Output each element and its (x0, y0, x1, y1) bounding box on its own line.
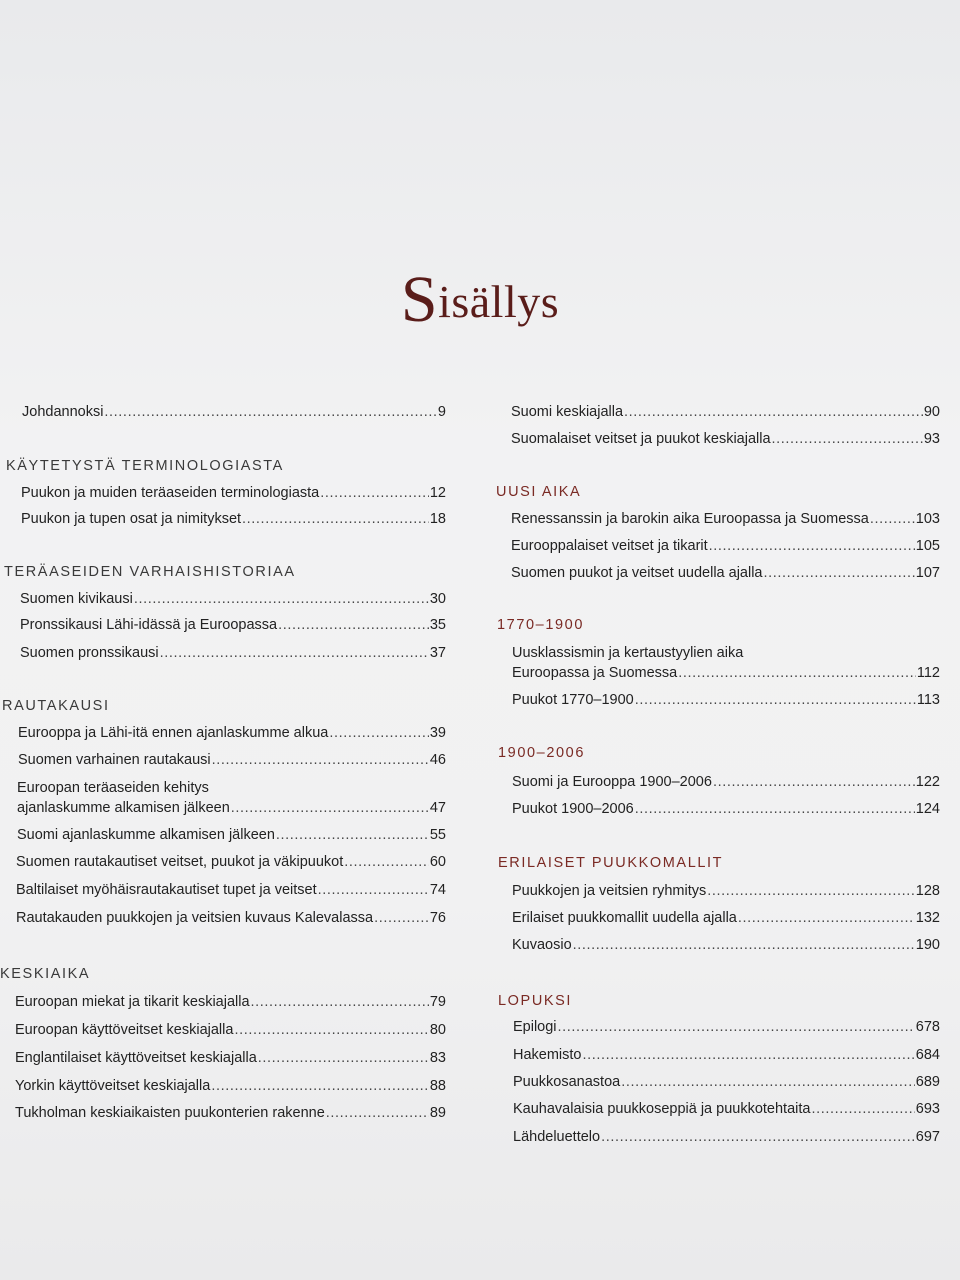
dot-leader (344, 852, 429, 872)
toc-entry-label: Euroopan käyttöveitset keskiajalla (15, 1022, 234, 1038)
toc-entry-johdannoksi[interactable] (22, 402, 446, 422)
toc-entry-page: 35 (429, 617, 446, 633)
section-heading-varhaishistoria: TERÄASEIDEN VARHAISHISTORIAA (4, 564, 296, 580)
toc-entry-page: 30 (429, 591, 446, 607)
toc-entry-label: Puukot 1770–1900 (512, 692, 634, 708)
dot-leader (764, 563, 915, 583)
dot-leader (134, 589, 429, 609)
toc-entry[interactable] (513, 1127, 940, 1147)
toc-entry-label-line1: Euroopan teräaseiden kehitys (17, 780, 209, 796)
dot-leader (234, 1020, 428, 1040)
page-title (0, 262, 960, 338)
toc-entry-page: 132 (915, 910, 940, 926)
toc-entry-page: 113 (916, 692, 940, 708)
toc-entry-page: 74 (429, 882, 446, 898)
toc-entry-label: Rautakauden puukkojen ja veitsien kuvaus Kalevalassa (16, 910, 374, 926)
dot-leader (211, 1076, 429, 1096)
dot-leader (601, 1127, 915, 1147)
dot-leader (583, 1045, 915, 1065)
dot-leader (558, 1017, 915, 1037)
dot-leader (212, 750, 429, 770)
dot-leader (713, 772, 915, 792)
dot-leader (374, 908, 429, 928)
toc-entry-page: 9 (437, 404, 446, 420)
dot-leader (621, 1072, 915, 1092)
toc-entry[interactable] (513, 1072, 940, 1092)
section-heading-uusi-aika: UUSI AIKA (496, 484, 582, 500)
toc-entry-page: 105 (915, 538, 940, 554)
toc-entry-label: Pronssikausi Lähi-idässä ja Euroopassa (20, 617, 278, 633)
toc-entry-page: 684 (915, 1047, 940, 1063)
toc-entry[interactable] (511, 429, 940, 449)
toc-entry[interactable] (511, 536, 940, 556)
toc-entry-label: Puukon ja tupen osat ja nimitykset (21, 511, 242, 527)
toc-entry-label: Epilogi (513, 1019, 557, 1035)
toc-entry[interactable] (513, 1017, 940, 1037)
toc-entry[interactable] (511, 563, 940, 583)
toc-entry-page: 46 (429, 752, 446, 768)
dot-leader (320, 483, 429, 503)
toc-entry-label: Suomi ja Eurooppa 1900–2006 (512, 774, 712, 790)
toc-entry-label: Suomen puukot ja veitset uudella ajalla (511, 565, 763, 581)
toc-entry[interactable] (511, 402, 940, 422)
section-heading-keskiaika: KESKIAIKA (0, 966, 91, 982)
dot-leader (160, 643, 429, 663)
toc-entry-label: Suomi ajanlaskumme alkamisen jälkeen (17, 827, 275, 843)
toc-entry-label: Puukon ja muiden teräaseiden terminologiasta (21, 485, 320, 501)
toc-entry[interactable] (20, 615, 446, 635)
toc-entry-label: Suomen rautakautiset veitset, puukot ja väkipuukot (16, 854, 344, 870)
toc-entry[interactable] (15, 1048, 446, 1068)
toc-entry-label: Hakemisto (513, 1047, 582, 1063)
dot-leader (811, 1099, 914, 1119)
toc-entry-page: 93 (923, 431, 940, 447)
toc-entry-page: 124 (915, 801, 940, 817)
section-heading-lopuksi: LOPUKSI (498, 993, 573, 1009)
toc-entry-page: 697 (915, 1129, 940, 1145)
toc-entry-page: 88 (429, 1078, 446, 1094)
toc-entry-label: ajanlaskumme alkamisen jälkeen (17, 800, 230, 816)
dot-leader (573, 935, 915, 955)
toc-entry-page: 112 (916, 665, 940, 681)
toc-entry[interactable] (16, 852, 446, 872)
toc-entry-label: Puukkojen ja veitsien ryhmitys (512, 883, 707, 899)
toc-entry[interactable] (511, 509, 940, 529)
toc-entry-label: Yorkin käyttöveitset keskiajalla (15, 1078, 211, 1094)
toc-entry[interactable] (21, 509, 446, 529)
toc-entry[interactable] (15, 992, 446, 1012)
toc-entry[interactable] (16, 880, 446, 900)
toc-entry-page: 60 (429, 854, 446, 870)
toc-entry[interactable] (20, 589, 446, 609)
dot-leader (104, 402, 437, 422)
toc-entry-label: Suomen kivikausi (20, 591, 133, 607)
toc-entry-label: Eurooppalaiset veitset ja tikarit (511, 538, 708, 554)
dot-leader (276, 825, 429, 845)
toc-entry-label: Euroopassa ja Suomessa (512, 665, 678, 681)
toc-entry-page: 79 (429, 994, 446, 1010)
toc-entry-page: 39 (429, 725, 446, 741)
toc-entry[interactable] (18, 750, 446, 770)
toc-entry-label: Suomen pronssikausi (20, 645, 159, 661)
dot-leader (329, 723, 429, 743)
toc-entry[interactable] (512, 690, 940, 710)
toc-entry-label: Johdannoksi (22, 404, 104, 420)
dot-leader (258, 1048, 429, 1068)
toc-entry-label: Tukholman keskiaikaisten puukonterien rakenne (15, 1105, 325, 1121)
toc-entry-label: Euroopan miekat ja tikarit keskiajalla (15, 994, 250, 1010)
toc-entry-label: Baltilaiset myöhäisrautakautiset tupet ja veitset (16, 882, 317, 898)
toc-entry-label: Suomi keskiajalla (511, 404, 624, 420)
toc-entry-page: 18 (429, 511, 446, 527)
toc-entry-page: 83 (429, 1050, 446, 1066)
toc-entry-page: 55 (429, 827, 446, 843)
toc-entry-page: 89 (429, 1105, 446, 1121)
toc-entry[interactable] (21, 483, 446, 503)
toc-entry[interactable] (512, 881, 940, 901)
toc-entry[interactable] (512, 799, 940, 819)
section-heading-erilaiset-puukkomallit: ERILAISET PUUKKOMALLIT (498, 855, 724, 871)
toc-entry[interactable] (16, 908, 446, 928)
dot-leader (318, 880, 429, 900)
dot-leader (635, 799, 915, 819)
dot-leader (738, 908, 915, 928)
dot-leader (870, 509, 915, 529)
toc-entry-page: 80 (429, 1022, 446, 1038)
dot-leader (251, 992, 429, 1012)
toc-entry-label: Eurooppa ja Lähi-itä ennen ajanlaskumme alkua (18, 725, 329, 741)
toc-entry[interactable] (17, 825, 446, 845)
toc-entry[interactable] (15, 1020, 446, 1040)
toc-entry[interactable] (18, 723, 446, 743)
toc-entry-page: 103 (915, 511, 940, 527)
toc-entry-page: 678 (915, 1019, 940, 1035)
toc-entry-label: Puukkosanastoa (513, 1074, 621, 1090)
toc-entry-page: 47 (429, 800, 446, 816)
section-heading-terminologia: KÄYTETYSTÄ TERMINOLOGIASTA (6, 458, 284, 474)
toc-entry-page: 689 (915, 1074, 940, 1090)
toc-entry-label: Erilaiset puukkomallit uudella ajalla (512, 910, 737, 926)
toc-entry[interactable] (512, 772, 940, 792)
toc-entry-page: 693 (915, 1101, 940, 1117)
toc-entry[interactable] (512, 908, 940, 928)
toc-entry-page: 90 (923, 404, 940, 420)
dot-leader (709, 536, 915, 556)
toc-entry-page: 122 (915, 774, 940, 790)
dot-leader (635, 690, 916, 710)
toc-entry-page: 107 (915, 565, 940, 581)
toc-entry-label: Kuvaosio (512, 937, 572, 953)
toc-entry-label: Puukot 1900–2006 (512, 801, 634, 817)
toc-entry-label: Lähdeluettelo (513, 1129, 601, 1145)
dot-leader (278, 615, 429, 635)
section-heading-1770-1900: 1770–1900 (497, 617, 584, 633)
dot-leader (707, 881, 915, 901)
dot-leader (326, 1103, 429, 1123)
toc-entry-page: 128 (915, 883, 940, 899)
dot-leader (231, 798, 429, 818)
toc-entry[interactable] (15, 1103, 446, 1123)
toc-entry[interactable] (512, 643, 940, 683)
dot-leader (242, 509, 429, 529)
toc-entry-label: Suomalaiset veitset ja puukot keskiajalla (511, 431, 771, 447)
toc-entry-page: 37 (429, 645, 446, 661)
toc-entry-label: Renessanssin ja barokin aika Euroopassa ja Suomessa (511, 511, 869, 527)
toc-entry-label: Englantilaiset käyttöveitset keskiajalla (15, 1050, 257, 1066)
toc-entry-label: Suomen varhainen rautakausi (18, 752, 211, 768)
toc-entry[interactable] (17, 778, 446, 818)
page-title-rest: isällys (438, 276, 560, 327)
toc-entry[interactable] (513, 1045, 940, 1065)
section-heading-1900-2006: 1900–2006 (498, 745, 585, 761)
toc-entry-label-line1: Uusklassismin ja kertaustyylien aika (512, 645, 744, 661)
toc-entry[interactable] (512, 935, 940, 955)
toc-entry-label: Kauhavalaisia puukkoseppiä ja puukkotehtaita (513, 1101, 811, 1117)
dot-leader (772, 429, 923, 449)
page-title-initial: S (400, 263, 439, 336)
dot-leader (678, 663, 916, 683)
toc-entry-page: 76 (429, 910, 446, 926)
toc-entry[interactable] (20, 643, 446, 663)
dot-leader (624, 402, 923, 422)
toc-entry[interactable] (15, 1076, 446, 1096)
section-heading-rautakausi: RAUTAKAUSI (2, 698, 110, 714)
toc-entry-page: 12 (429, 485, 446, 501)
toc-entry[interactable] (513, 1099, 940, 1119)
toc-entry-page: 190 (915, 937, 940, 953)
